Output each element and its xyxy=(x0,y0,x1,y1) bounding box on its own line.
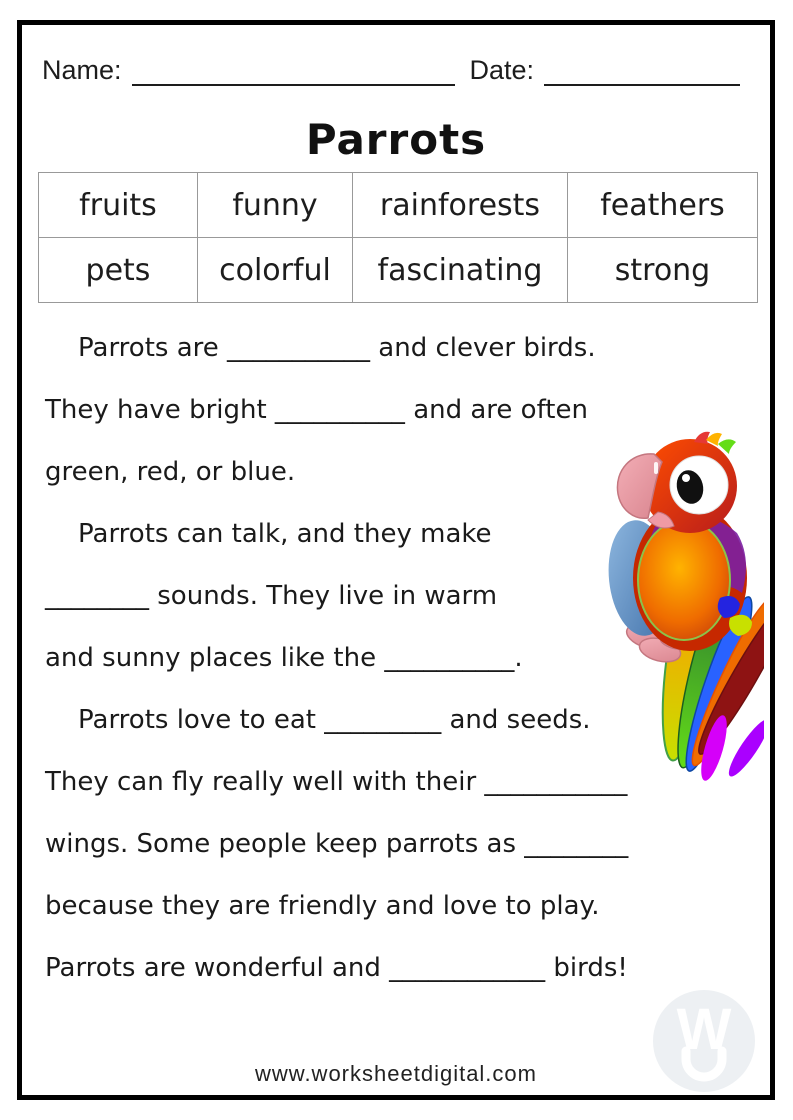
name-label: Name: xyxy=(42,55,122,85)
word-bank-cell: fruits xyxy=(39,173,198,238)
worksheet-title: Parrots xyxy=(305,115,487,164)
passage xyxy=(45,317,760,999)
passage-line: ________ sounds. They live in warm xyxy=(45,581,498,611)
worksheet-page xyxy=(17,20,775,1100)
passage-line: Parrots are wonderful and ____________ birds! xyxy=(45,953,628,983)
word-bank-cell: rainforests xyxy=(353,173,568,238)
word-bank-cell: pets xyxy=(39,238,198,303)
word-bank-cell: fascinating xyxy=(353,238,568,303)
passage-line: wings. Some people keep parrots as ________ xyxy=(45,829,629,859)
word-bank-row xyxy=(39,173,758,238)
passage-line: green, red, or blue. xyxy=(45,457,296,487)
footer-website: www.worksheetdigital.com xyxy=(255,1061,537,1086)
word-bank-table xyxy=(38,172,758,303)
watermark-letter: W xyxy=(676,997,732,1062)
word-bank-cell: feathers xyxy=(568,173,758,238)
date-label: Date: xyxy=(469,55,534,85)
date-blank-line xyxy=(544,60,740,86)
name-blank-line xyxy=(132,60,456,86)
word-bank-row xyxy=(39,238,758,303)
passage-line: Parrots are ___________ and clever birds. xyxy=(78,333,596,363)
passage-line: They can fly really well with their ___________ xyxy=(45,767,628,797)
passage-line: and sunny places like the __________. xyxy=(45,643,523,673)
word-bank-cell: colorful xyxy=(198,238,353,303)
passage-line: They have bright __________ and are often xyxy=(45,395,588,425)
passage-line: Parrots love to eat _________ and seeds. xyxy=(78,705,591,735)
name-date-row xyxy=(42,57,740,86)
passage-line: Parrots can talk, and they make xyxy=(78,519,492,549)
passage-line: because they are friendly and love to play. xyxy=(45,891,600,921)
word-bank-cell: strong xyxy=(568,238,758,303)
word-bank-cell: funny xyxy=(198,173,353,238)
